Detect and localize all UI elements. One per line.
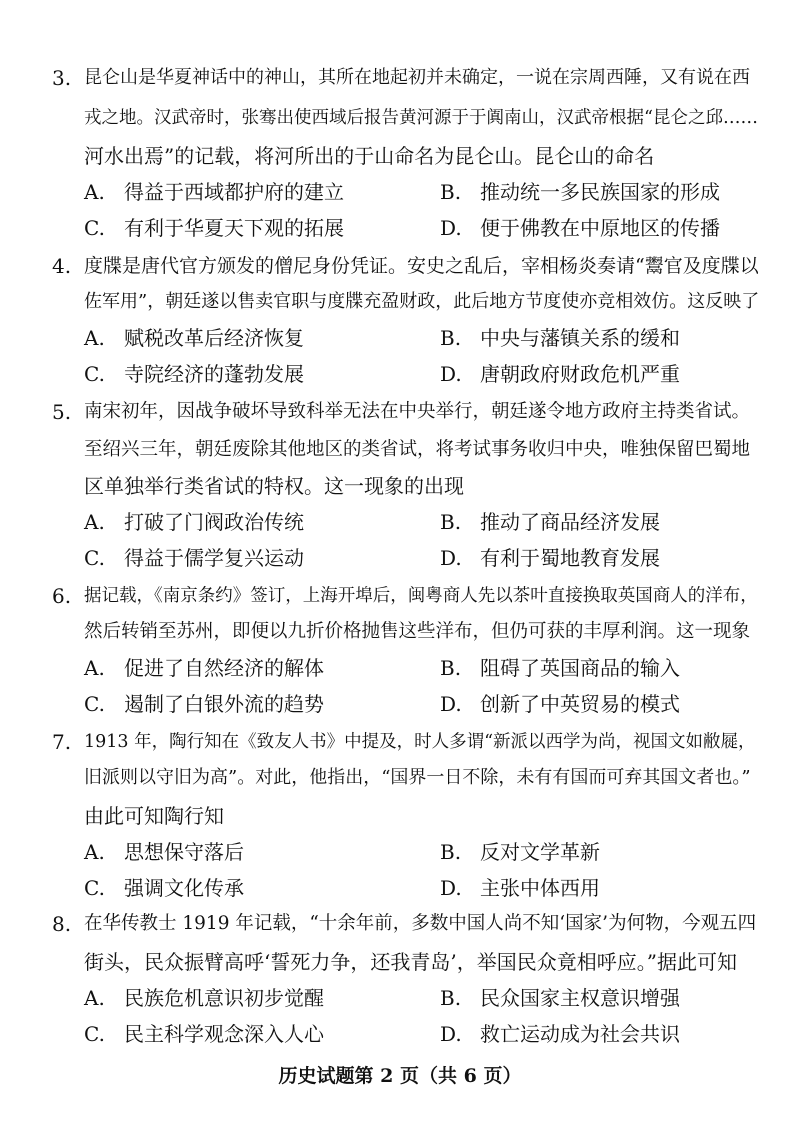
option-d: D. 创新了中英贸易的模式 <box>440 692 680 716</box>
option-b: B. 推动统一多民族国家的形成 <box>440 180 720 204</box>
option-a: A. 促进了自然经济的解体 <box>84 656 324 680</box>
option-b: B. 推动了商品经济发展 <box>440 510 660 534</box>
question-text-line: 由此可知陶行知 <box>84 804 224 828</box>
question-text-line: 至绍兴三年，朝廷废除其他地区的类省试，将考试事务收归中央，唯独保留巴蜀地 <box>84 439 751 460</box>
option-a: A. 赋税改革后经济恢复 <box>84 326 304 350</box>
option-b: B. 民众国家主权意识增强 <box>440 986 680 1010</box>
option-b: B. 中央与藩镇关系的缓和 <box>440 326 680 350</box>
option-a: A. 打破了门阀政治传统 <box>84 510 304 534</box>
option-b: B. 阻碍了英国商品的输入 <box>440 656 680 680</box>
option-c: C. 得益于儒学复兴运动 <box>84 546 304 570</box>
question-text-line: 然后转销至苏州，即便以九折价格抛售这些洋布，但仍可获的丰厚利润。这一现象 <box>84 621 751 642</box>
option-c: C. 寺院经济的蓬勃发展 <box>84 362 304 386</box>
option-a: A. 得益于西域都护府的建立 <box>84 180 344 204</box>
question-text-line: 戎之地。汉武帝时，张骞出使西域后报告黄河源于于阗南山，汉武帝根据“昆仑之邱…… <box>84 108 758 128</box>
option-c: C. 遏制了白银外流的趋势 <box>84 692 324 716</box>
question-number: 4. <box>52 254 72 278</box>
question-text-line: 昆仑山是华夏神话中的神山，其所在地起初并未确定，一说在宗周西陲，又有说在西 <box>84 67 750 88</box>
page-footer: 历史试题第 2 页（共 6 页） <box>278 1065 522 1087</box>
option-c: C. 民主科学观念深入人心 <box>84 1022 324 1046</box>
option-d: D. 便于佛教在中原地区的传播 <box>440 216 720 240</box>
question-text-line: 旧派则以守旧为高”。对此，他指出，“国界一日不除，未有有国而可弃其国文者也。” <box>84 767 751 788</box>
question-number: 8. <box>52 912 72 936</box>
option-a: A. 民族危机意识初步觉醒 <box>84 986 324 1010</box>
question-text-line: 街头，民众振臂高呼‘誓死力争，还我青岛’，举国民众竟相呼应。”据此可知 <box>84 950 737 974</box>
option-d: D. 有利于蜀地教育发展 <box>440 546 660 570</box>
option-b: B. 反对文学革新 <box>440 840 600 864</box>
option-c: C. 强调文化传承 <box>84 876 244 900</box>
question-text-line: 南宋初年，因战争破坏导致科举无法在中央举行，朝廷遂令地方政府主持类省试。 <box>84 401 751 422</box>
question-number: 6. <box>52 584 72 608</box>
option-d: D. 唐朝政府财政危机严重 <box>440 362 680 386</box>
question-number: 5. <box>52 400 72 424</box>
question-number: 3. <box>52 66 72 90</box>
question-text-line: 河水出焉”的记载，将河所出的于山命名为昆仑山。昆仑山的命名 <box>84 144 655 168</box>
question-text-line: 1913 年，陶行知在《致友人书》中提及，时人多谓“新派以西学为尚，视国文如敝屣， <box>84 732 756 752</box>
question-text-line: 佐军用”，朝廷遂以售卖官职与度牒充盈财政，此后地方节度使亦竞相效仿。这反映了 <box>84 291 760 312</box>
option-d: D. 主张中体西用 <box>440 876 600 900</box>
question-text-line: 度牒是唐代官方颁发的僧尼身份凭证。安史之乱后，宰相杨炎奏请“鬻官及度牒以 <box>84 255 759 277</box>
question-text-line: 区单独举行类省试的特权。这一现象的出现 <box>84 474 464 498</box>
question-number: 7. <box>52 730 72 754</box>
option-c: C. 有利于华夏天下观的拓展 <box>84 216 344 240</box>
option-a: A. 思想保守落后 <box>84 840 244 864</box>
question-text-line: 据记载，《南京条约》签订，上海开埠后，闽粤商人先以茶叶直接换取英国商人的洋布， <box>84 586 758 606</box>
question-text-line: 在华传教士 1919 年记载，“十余年前，多数中国人尚不知‘国家’为何物，今观五四 <box>84 913 757 934</box>
option-d: D. 救亡运动成为社会共识 <box>440 1022 680 1046</box>
